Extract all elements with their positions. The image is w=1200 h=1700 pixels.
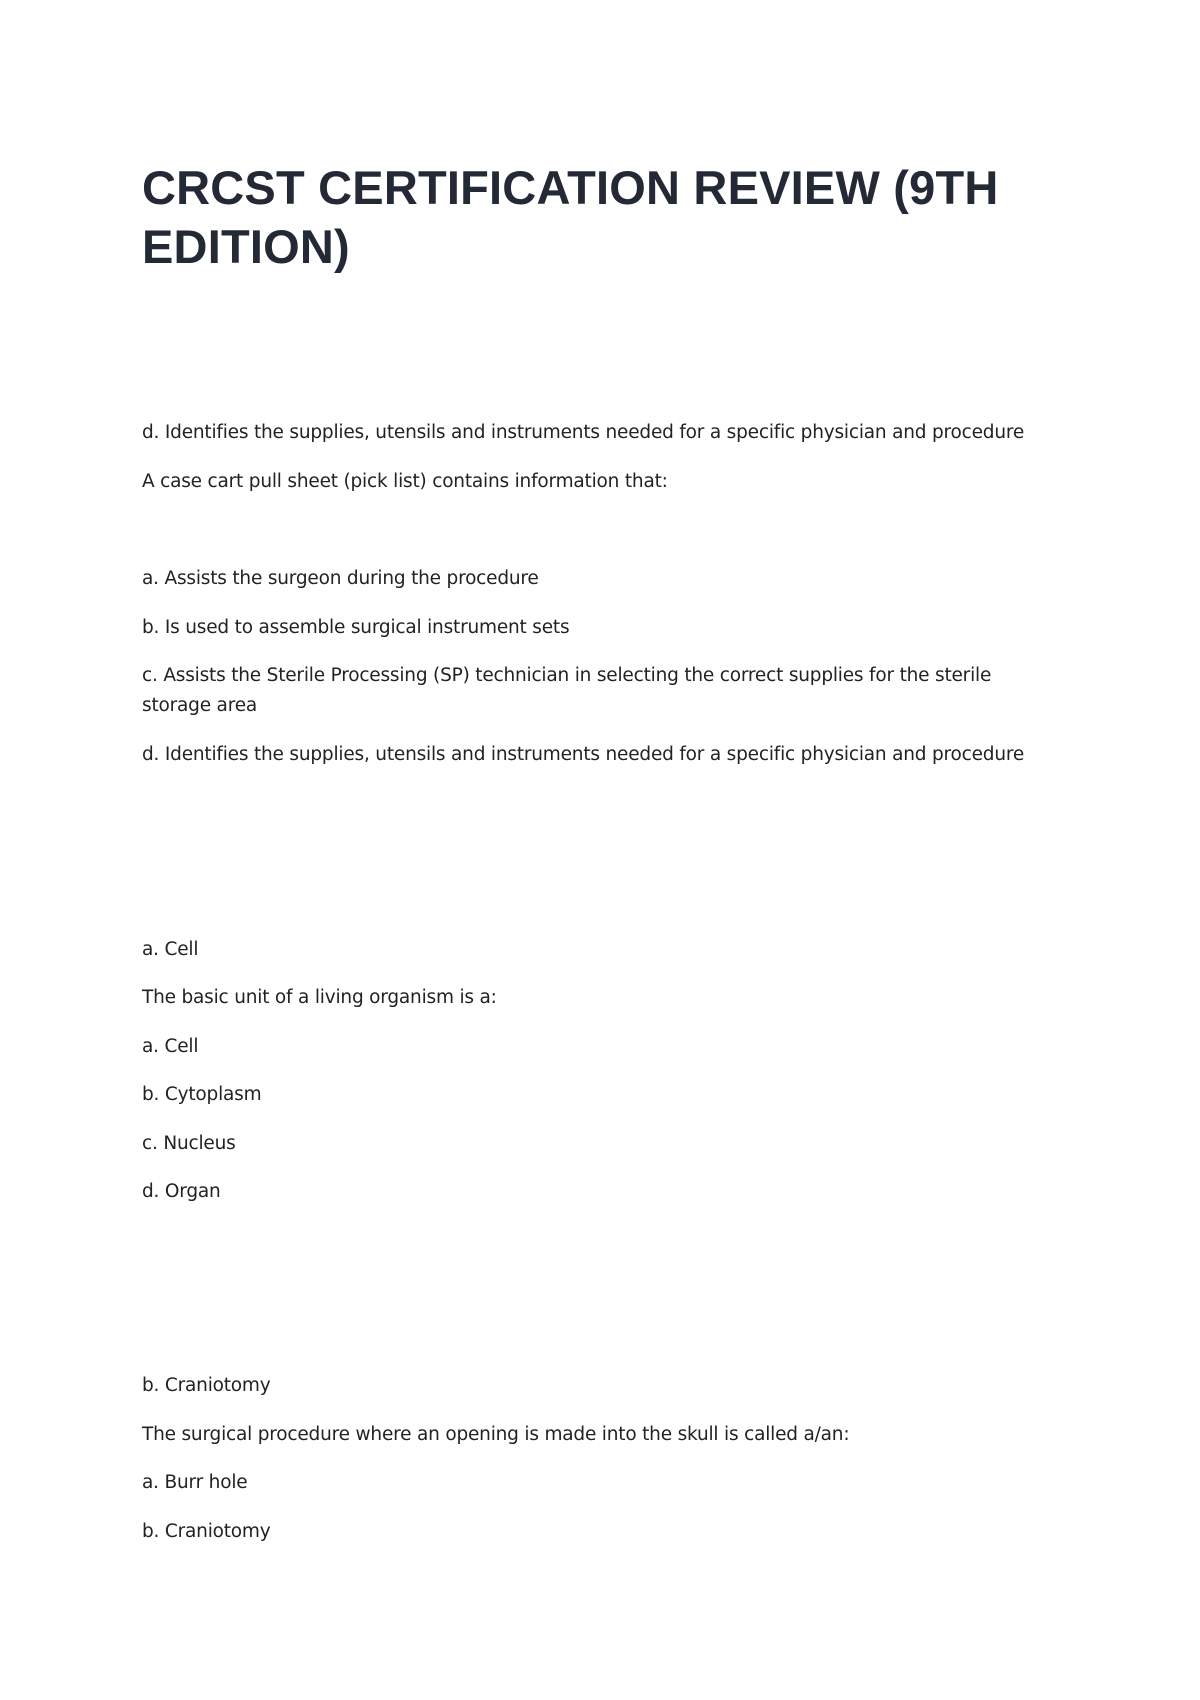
block-1-option-a: a. Assists the surgeon during the procedure [142,568,539,589]
block-2-option-c: c. Nucleus [142,1133,236,1154]
block-2-answer: a. Cell [142,939,199,960]
block-3-option-b: b. Craniotomy [142,1521,271,1542]
block-2-option-a: a. Cell [142,1036,199,1057]
block-1-option-c: c. Assists the Sterile Processing (SP) technician in selecting the correct supplies for the sterile storage area [142,665,992,716]
document-title: CRCST CERTIFICATION REVIEW (9TH EDITION) [142,161,999,273]
block-1-question: A case cart pull sheet (pick list) contains information that: [142,471,668,492]
block-2-option-b: b. Cytoplasm [142,1084,262,1105]
block-2-option-d: d. Organ [142,1181,221,1202]
block-2-question: The basic unit of a living organism is a: [142,987,497,1008]
block-1-option-d: d. Identifies the supplies, utensils and instruments needed for a specific physician and procedure [142,744,1025,765]
block-3-answer: b. Craniotomy [142,1375,271,1396]
block-3-option-a: a. Burr hole [142,1472,248,1493]
block-1-option-b: b. Is used to assemble surgical instrument sets [142,617,570,638]
block-3-question: The surgical procedure where an opening is made into the skull is called a/an: [142,1424,850,1445]
block-1-answer: d. Identifies the supplies, utensils and instruments needed for a specific physician and procedure [142,422,1025,443]
